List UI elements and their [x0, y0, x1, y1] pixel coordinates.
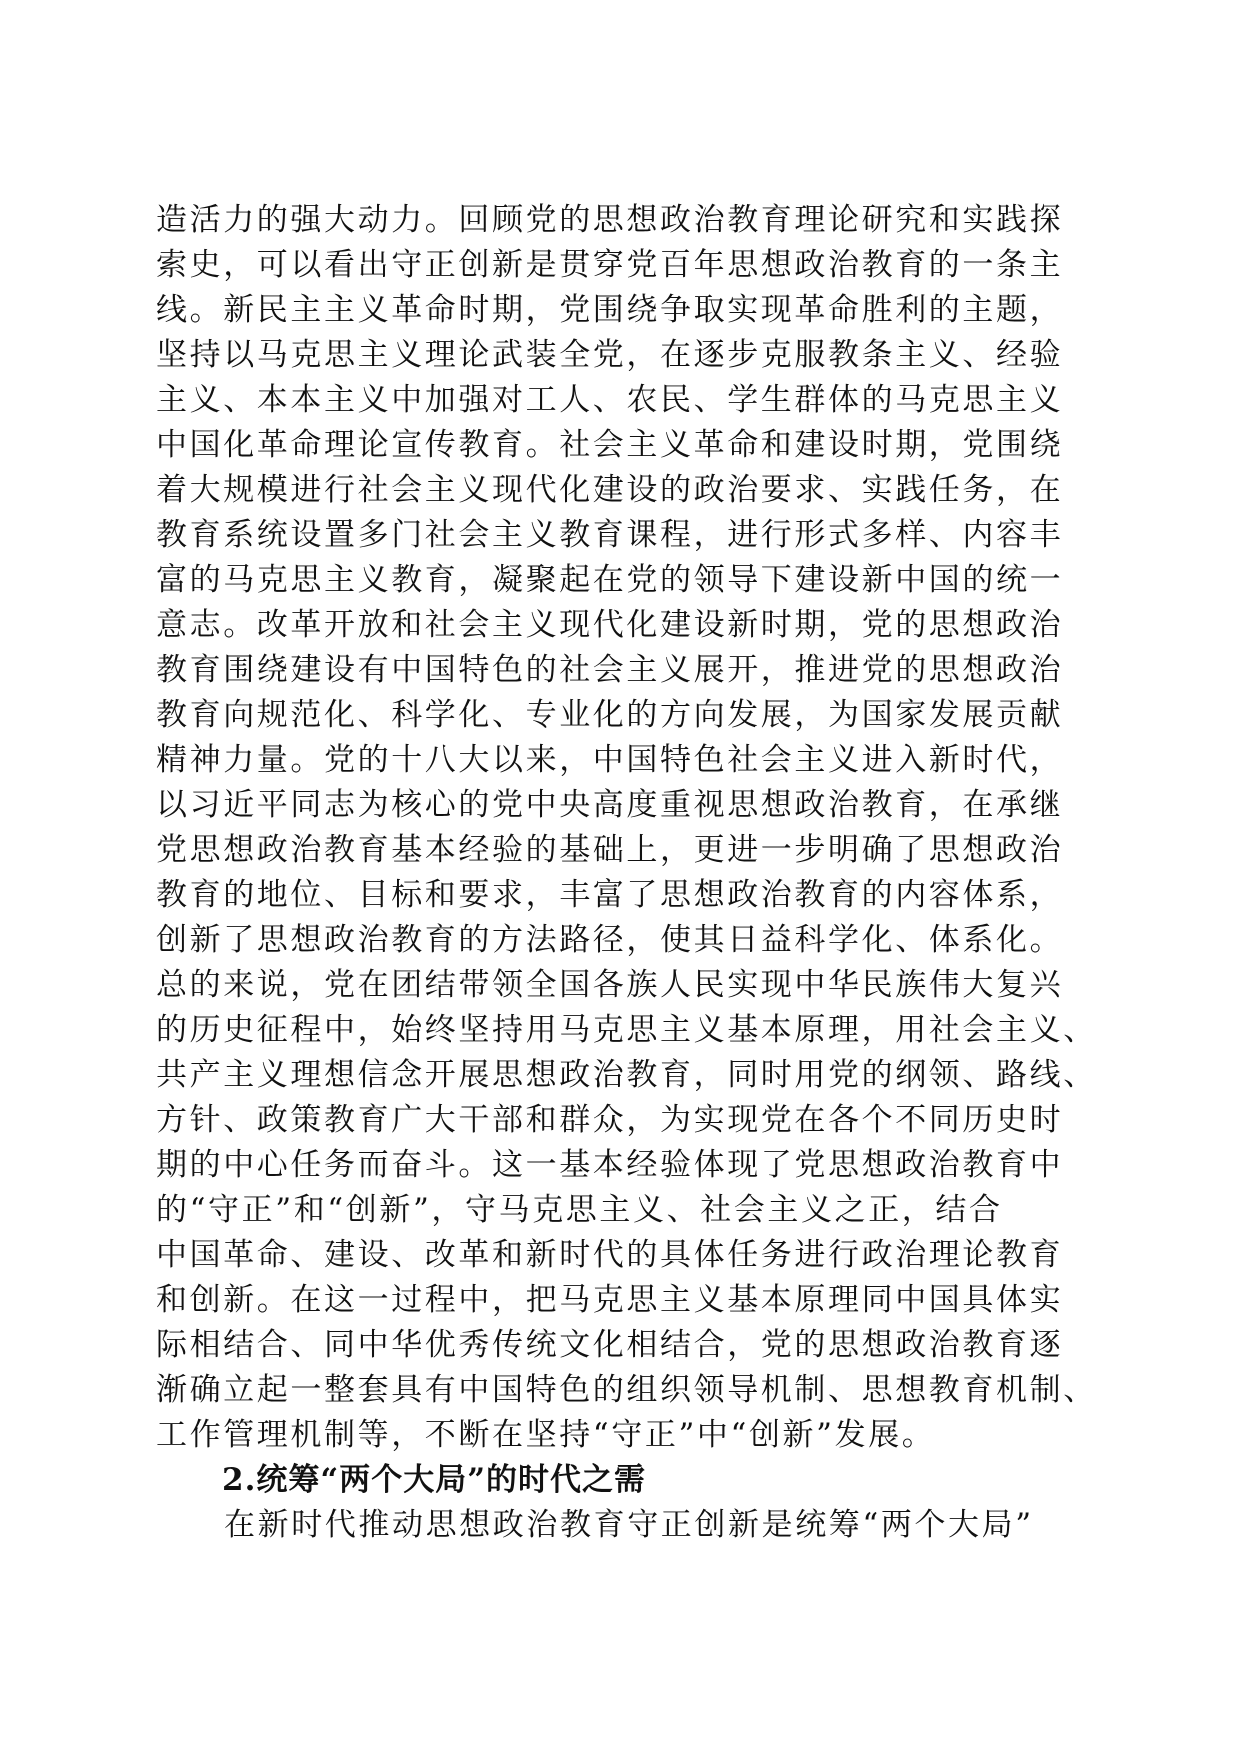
text-line: 工作管理机制等，不断在坚持“守正”中“创新”发展。 — [156, 1417, 936, 1453]
text-line: 教育围绕建设有中国特色的社会主义展开，推进党的思想政治 — [156, 652, 1064, 688]
text-line: 中国化革命理论宣传教育。社会主义革命和建设时期，党围绕 — [156, 427, 1064, 463]
paragraph-first-line: 在新时代推动思想政治教育守正创新是统筹“两个大局” — [224, 1507, 1034, 1543]
text-line: 以习近平同志为核心的党中央高度重视思想政治教育，在承继 — [156, 787, 1064, 823]
text-line: 渐确立起一整套具有中国特色的组织领导机制、思想教育机制、 — [156, 1372, 1097, 1408]
text-line: 党思想政治教育基本经验的基础上，更进一步明确了思想政治 — [156, 832, 1064, 868]
text-line: 教育向规范化、科学化、专业化的方向发展，为国家发展贡献 — [156, 697, 1064, 733]
text-line: 共产主义理想信念开展思想政治教育，同时用党的纲领、路线、 — [156, 1057, 1097, 1093]
text-line: 际相结合、同中华优秀传统文化相结合，党的思想政治教育逐 — [156, 1327, 1064, 1363]
text-line: 意志。改革开放和社会主义现代化建设新时期，党的思想政治 — [156, 607, 1064, 643]
section-heading: 2.统筹“两个大局”的时代之需 — [222, 1462, 647, 1498]
text-line: 索史，可以看出守正创新是贯穿党百年思想政治教育的一条主 — [156, 247, 1064, 283]
text-line: 和创新。在这一过程中，把马克思主义基本原理同中国具体实 — [156, 1282, 1064, 1318]
text-line: 的历史征程中，始终坚持用马克思主义基本原理，用社会主义、 — [156, 1012, 1097, 1048]
text-line: 教育系统设置多门社会主义教育课程，进行形式多样、内容丰 — [156, 517, 1064, 553]
text-line: 总的来说，党在团结带领全国各族人民实现中华民族伟大复兴 — [156, 967, 1064, 1003]
text-line: 着大规模进行社会主义现代化建设的政治要求、实践任务，在 — [156, 472, 1064, 508]
text-line: 坚持以马克思主义理论武装全党，在逐步克服教条主义、经验 — [156, 337, 1064, 373]
text-line: 精神力量。党的十八大以来，中国特色社会主义进入新时代， — [156, 742, 1064, 778]
text-line: 方针、政策教育广大干部和群众，为实现党在各个不同历史时 — [156, 1102, 1064, 1138]
text-line: 富的马克思主义教育，凝聚起在党的领导下建设新中国的统一 — [156, 562, 1064, 598]
text-line: 造活力的强大动力。回顾党的思想政治教育理论研究和实践探 — [156, 202, 1064, 238]
text-line: 线。新民主主义革命时期，党围绕争取实现革命胜利的主题， — [156, 292, 1064, 328]
text-line: 期的中心任务而奋斗。这一基本经验体现了党思想政治教育中 — [156, 1147, 1064, 1183]
text-line: 创新了思想政治教育的方法路径，使其日益科学化、体系化。 — [156, 922, 1064, 958]
text-line: 主义、本本主义中加强对工人、农民、学生群体的马克思主义 — [156, 382, 1064, 418]
text-line: 教育的地位、目标和要求，丰富了思想政治教育的内容体系， — [156, 877, 1064, 913]
text-line: 中国革命、建设、改革和新时代的具体任务进行政治理论教育 — [156, 1237, 1064, 1273]
text-line: 的“守正”和“创新”，守马克思主义、社会主义之正，结合 — [156, 1192, 1003, 1228]
body-text — [156, 198, 1096, 1548]
